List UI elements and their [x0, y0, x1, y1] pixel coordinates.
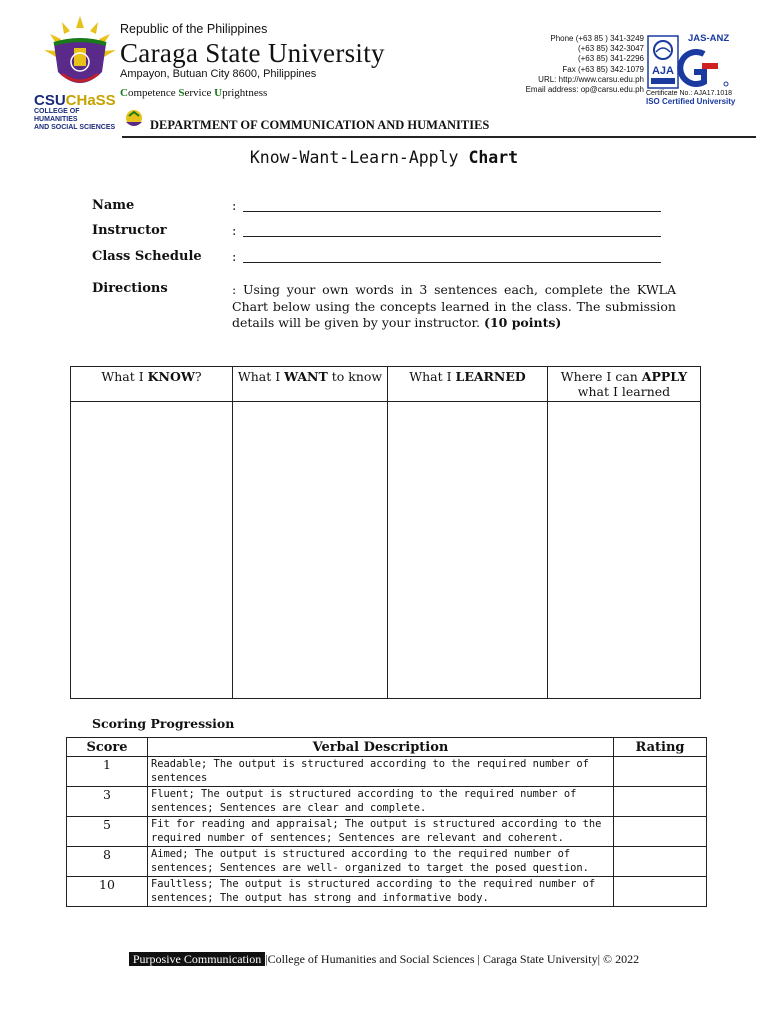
kwla-header-know [71, 367, 233, 402]
university-motto [120, 87, 267, 99]
scoring-table [66, 737, 707, 907]
want-answer-cell[interactable] [233, 402, 388, 699]
university-seal-logo [40, 14, 120, 98]
department-name: DEPARTMENT OF COMMUNICATION AND HUMANITIES [150, 118, 490, 132]
rating-cell[interactable] [614, 817, 707, 847]
kwla-answer-row [71, 402, 701, 699]
apply-pre: Where I can [560, 369, 642, 384]
contact-phone-1: Phone (+63 85 ) 341-3249 [550, 34, 644, 43]
page-title [0, 148, 768, 167]
score-value: 1 [67, 757, 148, 787]
instructor-field[interactable] [243, 236, 661, 237]
contact-phone-3: (+63 85) 341-2296 [577, 54, 644, 64]
university-address: Ampayon, Butuan City 8600, Philippines [120, 68, 317, 80]
apply-answer-cell[interactable] [548, 402, 701, 699]
contact-url: URL: http://www.carsu.edu.ph [538, 74, 644, 84]
want-pre: What I [237, 369, 285, 384]
table-row [67, 847, 707, 877]
page-footer [0, 952, 768, 967]
college-line-2: AND SOCIAL SCIENCES [34, 124, 116, 131]
description-header: Verbal Description [148, 738, 614, 757]
certificate-info [646, 90, 762, 106]
name-label: Name [92, 198, 135, 213]
score-value: 3 [67, 787, 148, 817]
score-header: Score [67, 738, 148, 757]
title-chart: Chart [468, 148, 519, 167]
contact-fax: Fax (+63 85) 342-1079 [562, 64, 644, 74]
want-bold: WANT [284, 369, 328, 384]
contact-block [440, 34, 644, 95]
know-pre: What I [101, 369, 148, 384]
jas-anz-badge: JAS-ANZ [688, 33, 730, 44]
brand-chass: CHaSS [65, 92, 116, 109]
kwla-header-row [71, 367, 701, 402]
brand-csu: CSU [34, 92, 66, 109]
rating-cell[interactable] [614, 757, 707, 787]
score-description: Fit for reading and appraisal; The output is structured according to the required number of sentences; Sentences are relevant and coherent. [148, 817, 614, 847]
scoring-header-row [67, 738, 707, 757]
footer-course: Purposive Communication [129, 952, 265, 966]
instructor-label: Instructor [92, 223, 167, 238]
score-description: Aimed; The output is structured according to the required number of sentences; Sentences are well- organized to target the posed question. [148, 847, 614, 877]
score-value: 8 [67, 847, 148, 877]
class-schedule-colon: : [232, 250, 237, 265]
title-main: Know-Want-Learn-Apply [249, 148, 459, 167]
university-name: Caraga State University [120, 38, 385, 68]
iso-certified: ISO Certified University [646, 97, 736, 106]
directions-text [232, 282, 676, 332]
know-answer-cell[interactable] [71, 402, 233, 699]
rating-header: Rating [614, 738, 707, 757]
motto-competence: Competence [120, 87, 176, 99]
motto-service: Service [178, 87, 212, 99]
kwla-header-learned [388, 367, 548, 402]
score-description: Readable; The output is structured according to the required number of sentences [148, 757, 614, 787]
score-value: 5 [67, 817, 148, 847]
know-bold: KNOW [147, 369, 195, 384]
college-brand [34, 92, 124, 109]
contact-phone-2: (+63 85) 342-3047 [577, 44, 644, 54]
directions-body: : Using your own words in 3 sentences each, complete the KWLA Chart below using the concepts learned in the class. The submission details will be given by your instructor. [232, 282, 676, 330]
contact-email: Email address: op@carsu.edu.ph [525, 85, 644, 95]
rating-cell[interactable] [614, 787, 707, 817]
directions-points: (10 points) [484, 315, 562, 330]
motto-uprightness: Uprightness [214, 87, 268, 99]
scoring-progression-label: Scoring Progression [92, 716, 235, 731]
cert-aja-text: AJA [651, 65, 675, 77]
name-colon: : [232, 199, 237, 214]
rating-cell[interactable] [614, 877, 707, 907]
rating-cell[interactable] [614, 847, 707, 877]
footer-rest: |College of Humanities and Social Sciences | Caraga State University| © 2022 [265, 952, 640, 966]
instructor-colon: : [232, 224, 237, 239]
kwla-chart-table [70, 366, 701, 699]
name-field[interactable] [243, 211, 661, 212]
republic-heading: Republic of the Philippines [120, 22, 268, 36]
want-post: to know [327, 369, 383, 384]
class-schedule-label: Class Schedule [92, 249, 202, 264]
kwla-header-want [233, 367, 388, 402]
kwla-header-apply [548, 367, 701, 402]
directions-label: Directions [92, 281, 168, 296]
header-divider [122, 136, 756, 138]
apply-bold: APPLY [641, 369, 688, 384]
score-description: Faultless; The output is structured according to the required number of sentences; The output has strong and informative body. [148, 877, 614, 907]
table-row [67, 817, 707, 847]
learned-pre: What I [409, 369, 456, 384]
class-schedule-field[interactable] [243, 262, 661, 263]
certificate-number: Certificate No.: AJA17.1018 [646, 90, 732, 97]
table-row [67, 787, 707, 817]
table-row [67, 757, 707, 787]
college-subtitle [34, 108, 122, 132]
department-icon [122, 108, 146, 130]
score-value: 10 [67, 877, 148, 907]
college-line-1: COLLEGE OF HUMANITIES [34, 108, 80, 123]
table-row [67, 877, 707, 907]
learned-bold: LEARNED [455, 369, 526, 384]
apply-post: what I learned [577, 384, 671, 399]
know-post: ? [194, 369, 202, 384]
learned-answer-cell[interactable] [388, 402, 548, 699]
score-description: Fluent; The output is structured according to the required number of sentences; Sentences are clear and complete. [148, 787, 614, 817]
